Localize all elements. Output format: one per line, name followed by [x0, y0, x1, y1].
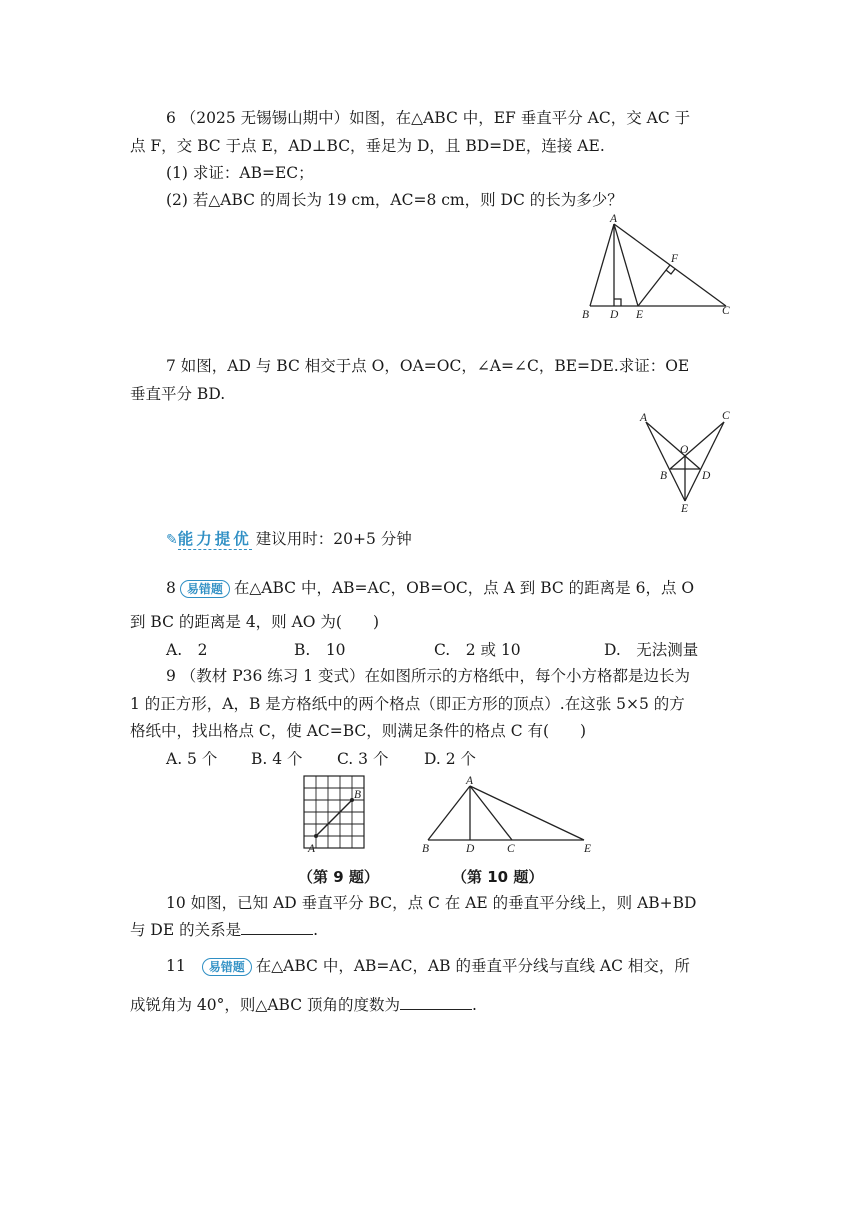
q7-label-a: A: [640, 412, 648, 424]
q7-figure: [636, 406, 736, 516]
q8-option-a: A. 2: [166, 641, 208, 659]
q6-sub2: (2) 若△ABC 的周长为 19 cm，AC=8 cm，则 DC 的长为多少？: [166, 191, 623, 209]
q10-line2: [130, 920, 318, 940]
q8-option-c: C. 2 或 10: [434, 641, 521, 659]
q9-option-d: D. 2 个: [424, 750, 477, 768]
q9-option-b: B. 4 个: [251, 750, 303, 768]
q10-period: .: [313, 921, 319, 939]
q8-option-b: B. 10: [294, 641, 346, 659]
q9-line3: 格纸中，找出格点 C，使 AC=BC，则满足条件的格点 C 有( ): [130, 722, 587, 740]
q7-label-o: O: [680, 444, 689, 456]
q10-text2: 与 DE 的关系是: [130, 921, 242, 939]
q6-label-b: B: [582, 309, 590, 321]
q10-line1: 10 如图，已知 AD 垂直平分 BC，点 C 在 AE 的垂直平分线上，则 AB+BD: [166, 894, 697, 912]
q11-text1: 在△ABC 中，AB=AC，AB 的垂直平分线与直线 AC 相交，所: [255, 957, 690, 975]
q9-option-c: C. 3 个: [337, 750, 389, 768]
pencil-icon: ✎: [166, 532, 178, 548]
q9-label-a: A: [308, 843, 316, 855]
q11-line2: [130, 995, 477, 1015]
q6-sub1: (1) 求证：AB=EC；: [166, 164, 314, 182]
q7-label-d: D: [702, 470, 711, 482]
q10-figure: [418, 774, 598, 858]
q9-line2: 1 的正方形，A，B 是方格纸中的两个格点（即正方形的顶点）.在这张 5×5 的方: [130, 695, 685, 713]
q8-line1: [166, 578, 694, 598]
q6-label-a: A: [610, 214, 618, 225]
q6-line2: 点 F，交 BC 于点 E，AD⊥BC，垂足为 D，且 BD=DE，连接 AE.: [130, 137, 605, 155]
q6-label-e: E: [636, 309, 644, 321]
section-time: 建议用时：20+5 分钟: [255, 530, 412, 548]
q7-label-b: B: [660, 470, 668, 482]
q7-line1: 7 如图，AD 与 BC 相交于点 O，OA=OC，∠A=∠C，BE=DE.求证：OE: [166, 357, 690, 375]
q10-caption: （第 10 题）: [452, 868, 544, 886]
q6-label-c: C: [722, 305, 730, 317]
section-tag: 能力提优: [177, 530, 252, 548]
q10-label-b: B: [422, 843, 430, 855]
q11-line1: [166, 956, 690, 976]
q10-answer-blank[interactable]: [241, 920, 313, 935]
q10-label-c: C: [507, 843, 515, 855]
q11-badge: 易错题: [202, 958, 252, 976]
q11-text2: 成锐角为 40°，则△ABC 顶角的度数为: [130, 996, 400, 1014]
q7-label-c: C: [722, 410, 730, 422]
q9-grid-figure: [296, 770, 376, 860]
q8-line2: 到 BC 的距离是 4，则 AO 为( ): [130, 613, 380, 631]
q7-label-e: E: [681, 503, 689, 515]
section-heading: [166, 528, 412, 551]
q9-option-a: A. 5 个: [166, 750, 218, 768]
q11-answer-blank[interactable]: [400, 995, 472, 1010]
q6-label-f: F: [671, 253, 679, 265]
q11-number: 11: [166, 957, 186, 975]
q8-number: 8: [166, 579, 176, 597]
q8-badge: 易错题: [180, 580, 230, 598]
q8-text1: 在△ABC 中，AB=AC，OB=OC，点 A 到 BC 的距离是 6，点 O: [233, 579, 695, 597]
q6-label-d: D: [610, 309, 619, 321]
q7-line2: 垂直平分 BD.: [130, 385, 226, 403]
q8-option-d: D. 无法测量: [604, 641, 699, 659]
q9-caption: （第 9 题）: [298, 868, 379, 886]
q11-period: .: [471, 996, 477, 1014]
q6-figure: [576, 214, 746, 324]
q9-label-b: B: [354, 789, 362, 801]
q10-label-d: D: [466, 843, 475, 855]
q6-line1: 6 （2025 无锡锡山期中）如图，在△ABC 中，EF 垂直平分 AC，交 AC 于: [166, 109, 691, 127]
q10-label-a: A: [466, 775, 474, 787]
q10-label-e: E: [584, 843, 592, 855]
q9-line1: 9 （教材 P36 练习 1 变式）在如图所示的方格纸中，每个小方格都是边长为: [166, 667, 691, 685]
